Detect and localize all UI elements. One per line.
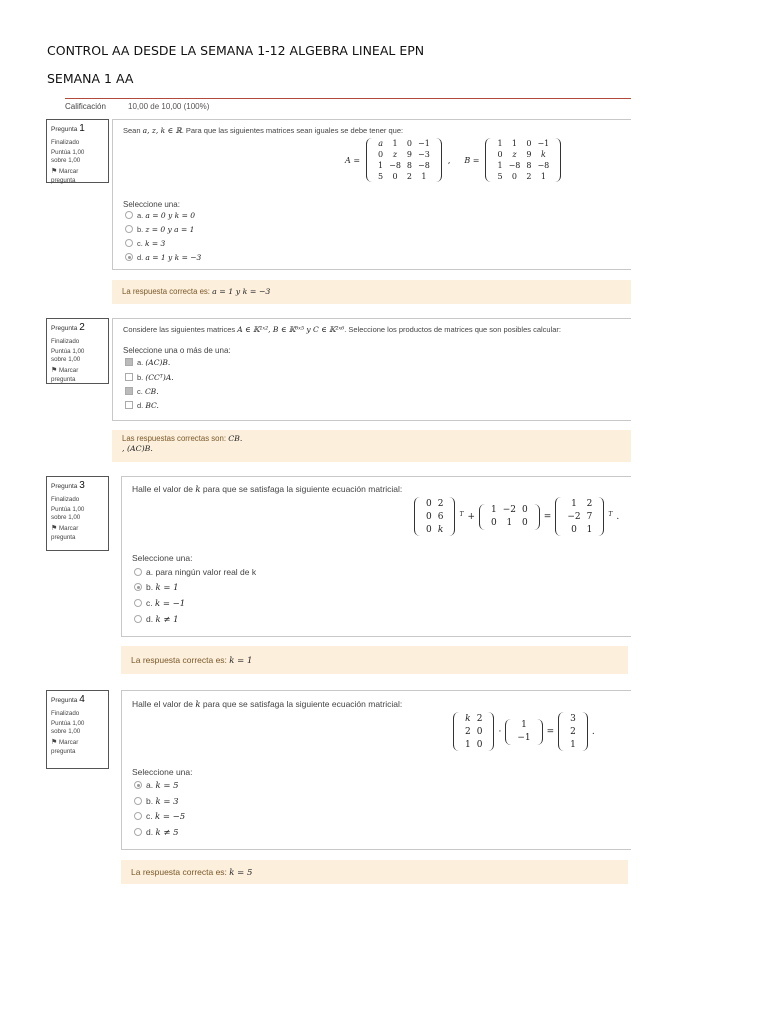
option-d[interactable]: d. k ≠ 1 bbox=[134, 614, 179, 625]
matrix-cell: 0 bbox=[392, 172, 398, 181]
select-label: Seleccione una o más de una: bbox=[123, 346, 231, 355]
question-status: Finalizado bbox=[51, 709, 80, 717]
matrix-cell: 1 bbox=[392, 139, 398, 148]
matrix-cell: 1 bbox=[378, 161, 384, 170]
matrix-cell: −8 bbox=[418, 161, 430, 170]
matrix-row bbox=[494, 138, 552, 149]
question-number: Pregunta 2 bbox=[51, 322, 85, 333]
matrix-cell: 0 bbox=[426, 511, 432, 522]
matrix-equation: A = a 1 0 −1 0 z 9 −3 1 −8 8 −8 5 0 2 1 , B = 1 1 0 −1 0 z 9 k 1 −8 8 −8 5 0 2 1 bbox=[345, 138, 561, 182]
matrix-cell: −8 bbox=[537, 161, 550, 170]
matrix-row bbox=[514, 732, 533, 745]
matrix-cell: 9 bbox=[406, 150, 413, 159]
matrix-cell: a bbox=[378, 139, 383, 148]
matrix-cell: 1 bbox=[570, 739, 576, 750]
matrix-cell: k bbox=[465, 713, 471, 724]
matrix-row bbox=[375, 160, 433, 171]
matrix-cell: −2 bbox=[502, 505, 517, 515]
question-number: Pregunta 3 bbox=[51, 480, 85, 491]
matrix-cell: −1 bbox=[517, 733, 531, 743]
matrix-1 bbox=[414, 497, 455, 536]
question-text: Considere las siguientes matrices A ∈ 𝕂¹ˣ², B ∈ 𝕂⁶ˣ⁵ y C ∈ 𝕂²ˣ⁶. Seleccione los productos de matrices que son posibles calcular: bbox=[123, 325, 562, 334]
matrix-cell: 0 bbox=[571, 524, 577, 535]
option-b[interactable]: b. k = 1 bbox=[134, 582, 179, 593]
matrix-row bbox=[462, 725, 485, 738]
question-box-1 bbox=[112, 119, 631, 270]
document-title: CONTROL AA DESDE LA SEMANA 1-12 ALGEBRA LINEAL EPN bbox=[47, 43, 425, 58]
matrix-cell: z bbox=[392, 150, 398, 159]
matrix-row bbox=[567, 738, 579, 751]
option-b[interactable]: b. k = 3 bbox=[134, 796, 179, 807]
radio-button[interactable] bbox=[125, 211, 133, 219]
option-b[interactable]: b. (CCᵀ)A. bbox=[125, 373, 174, 382]
option-c[interactable]: c. k = −5 bbox=[134, 811, 185, 822]
matrix-cell: 0 bbox=[491, 518, 497, 528]
matrix-row bbox=[423, 510, 446, 523]
matrix-row bbox=[567, 725, 579, 738]
matrix-cell: 0 bbox=[378, 150, 384, 159]
matrix-cell: 5 bbox=[378, 172, 384, 181]
option-b[interactable]: b. z = 0 y a = 1 bbox=[125, 225, 194, 234]
question-number: Pregunta 1 bbox=[51, 123, 85, 134]
matrix-b bbox=[485, 138, 561, 182]
matrix-row bbox=[488, 504, 531, 517]
matrix-row bbox=[488, 517, 531, 530]
option-a[interactable]: a. k = 5 bbox=[134, 780, 179, 791]
radio-button-selected[interactable] bbox=[134, 583, 142, 591]
matrix-cell: 1 bbox=[571, 498, 577, 509]
option-a[interactable]: a. para ningún valor real de k bbox=[134, 567, 256, 577]
matrix-equation: k 2 2 0 1 0 · 1 −1 = 3 2 1 . bbox=[453, 712, 595, 751]
matrix-cell: −1 bbox=[537, 139, 550, 148]
question-text: Halle el valor de k para que se satisfaga la siguiente ecuación matricial: bbox=[132, 699, 403, 710]
question-box-4 bbox=[121, 690, 631, 850]
checkbox-checked[interactable] bbox=[125, 387, 133, 395]
matrix-cell: 2 bbox=[586, 498, 593, 509]
matrix-2 bbox=[479, 504, 540, 530]
matrix-cell: 5 bbox=[497, 172, 503, 181]
matrix-cell: 0 bbox=[526, 139, 532, 148]
matrix-cell: 2 bbox=[465, 726, 471, 737]
matrix-row bbox=[494, 149, 552, 160]
matrix-1 bbox=[453, 712, 494, 751]
flag-question-link[interactable]: ⚑ Marcar pregunta bbox=[51, 738, 79, 755]
matrix-cell: 1 bbox=[506, 518, 513, 528]
matrix-cell: 3 bbox=[570, 713, 576, 724]
option-c[interactable]: c. k = −1 bbox=[134, 598, 185, 609]
question-status: Finalizado bbox=[51, 337, 80, 345]
matrix-row bbox=[564, 510, 595, 523]
matrix-cell: 8 bbox=[526, 161, 532, 170]
matrix-cell: −8 bbox=[508, 161, 521, 170]
question-number: Pregunta 4 bbox=[51, 694, 85, 705]
radio-button[interactable] bbox=[134, 828, 142, 836]
matrix-row bbox=[564, 523, 595, 536]
matrix-cell: 6 bbox=[437, 511, 444, 522]
radio-button[interactable] bbox=[134, 812, 142, 820]
question-text: Sean a, z, k ∈ ℝ. Para que las siguientes matrices sean iguales se debe tener que: bbox=[123, 126, 404, 135]
matrix-row bbox=[564, 497, 595, 510]
option-c[interactable]: c. CB. bbox=[125, 387, 159, 396]
feedback-1: La respuesta correcta es: a = 1 y k = −3 bbox=[112, 280, 631, 304]
matrix-row bbox=[494, 171, 552, 182]
flag-question-link[interactable]: ⚑ Marcar pregunta bbox=[51, 366, 79, 383]
question-info-1 bbox=[46, 119, 109, 183]
matrix-cell: 0 bbox=[476, 739, 483, 750]
option-d[interactable]: d. a = 1 y k = −3 bbox=[125, 253, 201, 262]
matrix-cell: 1 bbox=[497, 139, 503, 148]
flag-icon: ⚑ bbox=[51, 366, 58, 374]
matrix-cell: −2 bbox=[567, 511, 581, 522]
question-score: Puntúa 1,00 sobre 1,00 bbox=[51, 348, 85, 363]
matrix-cell: 2 bbox=[570, 726, 576, 737]
feedback-3: La respuesta correcta es: k = 1 bbox=[121, 646, 628, 674]
matrix-cell: 2 bbox=[406, 172, 413, 181]
matrix-cell: 0 bbox=[476, 726, 483, 737]
document-subtitle: SEMANA 1 AA bbox=[47, 71, 134, 86]
grade-summary bbox=[65, 98, 631, 113]
grade-label: Calificación bbox=[65, 102, 106, 111]
question-box-3 bbox=[121, 476, 631, 637]
matrix-cell: 2 bbox=[437, 498, 444, 509]
matrix-cell: 9 bbox=[526, 150, 532, 159]
flag-icon: ⚑ bbox=[51, 738, 58, 746]
question-score: Puntúa 1,00 sobre 1,00 bbox=[51, 720, 85, 735]
matrix-equation: 0 2 0 6 0 k T + 1 −2 0 0 1 0 = 1 2 −2 7 0 1 T . bbox=[414, 497, 619, 536]
matrix-cell: −1 bbox=[418, 139, 430, 148]
question-info-3 bbox=[46, 476, 109, 551]
matrix-cell: 1 bbox=[511, 139, 518, 148]
matrix-cell: 1 bbox=[421, 172, 427, 181]
matrix-cell: 0 bbox=[511, 172, 518, 181]
flag-question-link[interactable]: ⚑ Marcar pregunta bbox=[51, 524, 79, 541]
matrix-3 bbox=[558, 712, 588, 751]
matrix-row bbox=[462, 738, 485, 751]
matrix-cell: 0 bbox=[406, 139, 413, 148]
feedback-4: La respuesta correcta es: k = 5 bbox=[121, 860, 628, 884]
matrix-cell: 2 bbox=[476, 713, 483, 724]
matrix-cell: 0 bbox=[426, 498, 432, 509]
matrix-cell: 1 bbox=[491, 505, 497, 515]
option-a[interactable]: a. (AC)B. bbox=[125, 358, 170, 367]
matrix-row bbox=[567, 712, 579, 725]
checkbox-checked[interactable] bbox=[125, 358, 133, 366]
radio-button[interactable] bbox=[134, 568, 142, 576]
matrix-row bbox=[514, 719, 533, 732]
matrix-row bbox=[375, 149, 433, 160]
matrix-cell: 7 bbox=[586, 511, 593, 522]
matrix-cell: −8 bbox=[389, 161, 401, 170]
question-info-2 bbox=[46, 318, 109, 384]
question-info-4 bbox=[46, 690, 109, 769]
matrix-row bbox=[423, 497, 446, 510]
matrix-3 bbox=[555, 497, 604, 536]
matrix-cell: 2 bbox=[526, 172, 532, 181]
matrix-cell: 1 bbox=[540, 172, 546, 181]
matrix-cell: 1 bbox=[497, 161, 503, 170]
question-status: Finalizado bbox=[51, 138, 80, 146]
radio-button-selected[interactable] bbox=[134, 781, 142, 789]
matrix-cell: 0 bbox=[497, 150, 503, 159]
checkbox[interactable] bbox=[125, 401, 133, 409]
option-a[interactable]: a. a = 0 y k = 0 bbox=[125, 211, 195, 220]
question-score: Puntúa 1,00 sobre 1,00 bbox=[51, 506, 85, 521]
radio-button[interactable] bbox=[125, 239, 133, 247]
option-d[interactable]: d. k ≠ 5 bbox=[134, 827, 179, 838]
question-text: Halle el valor de k para que se satisfaga la siguiente ecuación matricial: bbox=[132, 484, 403, 495]
matrix-row bbox=[423, 523, 446, 536]
matrix-row bbox=[375, 138, 433, 149]
radio-button[interactable] bbox=[134, 797, 142, 805]
radio-button[interactable] bbox=[134, 599, 142, 607]
question-score: Puntúa 1,00 sobre 1,00 bbox=[51, 149, 85, 164]
matrix-cell: 1 bbox=[521, 720, 527, 730]
option-c[interactable]: c. k = 3 bbox=[125, 239, 165, 248]
matrix-cell: 0 bbox=[522, 518, 528, 528]
matrix-cell: 1 bbox=[465, 739, 471, 750]
feedback-2: Las respuestas correctas son: CB. , (AC)B. bbox=[112, 430, 631, 462]
question-box-2 bbox=[112, 318, 631, 421]
matrix-cell: z bbox=[512, 150, 517, 159]
matrix-cell: k bbox=[437, 524, 444, 535]
flag-question-link[interactable]: ⚑ Marcar pregunta bbox=[51, 167, 79, 184]
matrix-2 bbox=[505, 719, 542, 745]
select-label: Seleccione una: bbox=[123, 200, 180, 209]
matrix-cell: 0 bbox=[522, 505, 528, 515]
question-status: Finalizado bbox=[51, 495, 80, 503]
matrix-row bbox=[375, 171, 433, 182]
flag-icon: ⚑ bbox=[51, 524, 58, 532]
grade-value: 10,00 de 10,00 (100%) bbox=[128, 102, 210, 111]
matrix-cell: −3 bbox=[418, 150, 430, 159]
matrix-row bbox=[462, 712, 485, 725]
matrix-cell: 1 bbox=[586, 524, 593, 535]
select-label: Seleccione una: bbox=[132, 767, 193, 777]
radio-button[interactable] bbox=[125, 225, 133, 233]
radio-button[interactable] bbox=[134, 615, 142, 623]
radio-button-selected[interactable] bbox=[125, 253, 133, 261]
option-d[interactable]: d. BC. bbox=[125, 401, 159, 410]
matrix-cell: 0 bbox=[426, 524, 432, 535]
matrix-cell: k bbox=[540, 150, 546, 159]
checkbox[interactable] bbox=[125, 373, 133, 381]
flag-icon: ⚑ bbox=[51, 167, 58, 175]
matrix-row bbox=[494, 160, 552, 171]
select-label: Seleccione una: bbox=[132, 553, 193, 563]
matrix-cell: 8 bbox=[406, 161, 413, 170]
matrix-a bbox=[366, 138, 442, 182]
